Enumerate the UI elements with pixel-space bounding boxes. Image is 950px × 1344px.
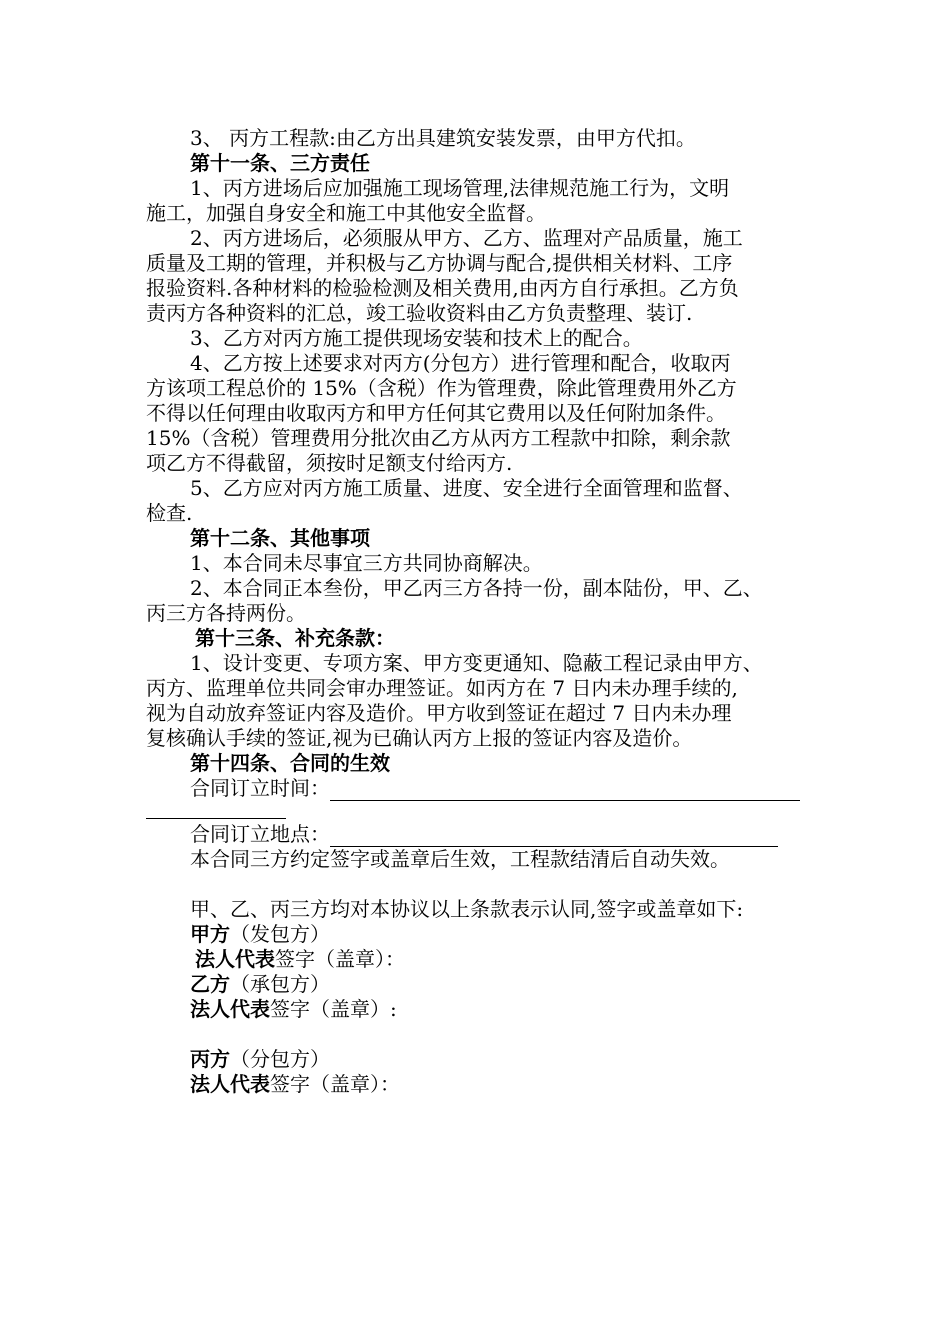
paragraph-line: 1、本合同未尽事宜三方共同协商解决。 [190, 551, 543, 575]
effectiveness-clause: 本合同三方约定签字或盖章后生效，工程款结清后自动失效。 [190, 847, 730, 871]
party-b-signature-field[interactable]: 签字（盖章）: [270, 997, 397, 1021]
paragraph-line: 施工，加强自身安全和施工中其他安全监督。 [146, 201, 546, 225]
party-a-role: （发包方） [230, 922, 330, 946]
paragraph-line: 质量及工期的管理，并积极与乙方协调与配合,提供相关材料、工序 [146, 251, 733, 275]
article-11-heading: 第十一条、三方责任 [190, 151, 370, 175]
paragraph-line: 3、乙方对丙方施工提供现场安装和技术上的配合。 [190, 326, 643, 350]
paragraph-line: 报验资料.各种材料的检验检测及相关费用,由丙方自行承担。乙方负 [146, 276, 739, 300]
paragraph-line: 方该项工程总价的 15%（含税）作为管理费，除此管理费用外乙方 [146, 376, 737, 400]
paragraph-line: 15%（含税）管理费用分批次由乙方从丙方工程款中扣除，剩余款 [146, 426, 731, 450]
paragraph-line: 4、乙方按上述要求对丙方(分包方）进行管理和配合，收取丙 [190, 351, 731, 375]
party-a-representative: 法人代表 [195, 947, 275, 971]
party-b-signature-row [190, 997, 397, 1022]
party-a-row [190, 922, 330, 947]
clause-10-item-3: 3、 丙方工程款:由乙方出具建筑安装发票，由甲方代扣。 [190, 126, 696, 150]
paragraph-line: 5、乙方应对丙方施工质量、进度、安全进行全面管理和监督、 [190, 476, 743, 500]
paragraph-line: 检查. [146, 501, 193, 525]
signing-date-blank-continuation [146, 818, 286, 819]
article-12-heading: 第十二条、其他事项 [190, 526, 370, 550]
party-b-label: 乙方 [190, 972, 230, 996]
paragraph-line: 2、本合同正本叁份，甲乙丙三方各持一份，副本陆份，甲、乙、 [190, 576, 763, 600]
signing-date-label: 合同订立时间： [190, 776, 330, 800]
agreement-statement: 甲、乙、丙三方均对本协议以上条款表示认同,签字或盖章如下: [190, 897, 744, 921]
signing-place-blank[interactable] [330, 828, 778, 847]
paragraph-line: 不得以任何理由收取丙方和甲方任何其它费用以及任何附加条件。 [146, 401, 726, 425]
party-c-row [190, 1047, 330, 1072]
paragraph-line: 丙方、监理单位共同会审办理签证。如丙方在 7 日内未办理手续的, [146, 676, 738, 700]
paragraph-line: 1、丙方进场后应加强施工现场管理,法律规范施工行为，文明 [190, 176, 730, 200]
paragraph-line: 1、设计变更、专项方案、甲方变更通知、隐蔽工程记录由甲方、 [190, 651, 763, 675]
party-a-signature-field[interactable]: 签字（盖章）： [275, 947, 405, 971]
signing-place-row [190, 822, 778, 847]
signing-place-label: 合同订立地点： [190, 822, 330, 846]
party-c-role: （分包方） [230, 1047, 330, 1071]
party-c-signature-field[interactable]: 签字（盖章）： [270, 1072, 400, 1096]
paragraph-line: 复核确认手续的签证,视为已确认丙方上报的签证内容及造价。 [146, 726, 693, 750]
article-13-heading: 第十三条、补充条款： [195, 626, 395, 650]
party-c-signature-row [190, 1072, 400, 1097]
article-14-heading: 第十四条、合同的生效 [190, 751, 390, 775]
party-b-role: （承包方） [230, 972, 330, 996]
paragraph-line: 视为自动放弃签证内容及造价。甲方收到签证在超过 7 日内未办理 [146, 701, 732, 725]
party-c-label: 丙方 [190, 1047, 230, 1071]
signing-date-blank[interactable] [330, 782, 800, 801]
party-b-row [190, 972, 330, 997]
signing-date-row [190, 776, 800, 801]
party-a-signature-row [195, 947, 405, 972]
party-c-representative: 法人代表 [190, 1072, 270, 1096]
paragraph-line: 责丙方各种资料的汇总，竣工验收资料由乙方负责整理、装订. [146, 301, 693, 325]
party-b-representative: 法人代表 [190, 997, 270, 1021]
paragraph-line: 2、丙方进场后，必须服从甲方、乙方、监理对产品质量，施工 [190, 226, 743, 250]
paragraph-line: 丙三方各持两份。 [146, 601, 306, 625]
party-a-label: 甲方 [190, 922, 230, 946]
paragraph-line: 项乙方不得截留，须按时足额支付给丙方. [146, 451, 513, 475]
